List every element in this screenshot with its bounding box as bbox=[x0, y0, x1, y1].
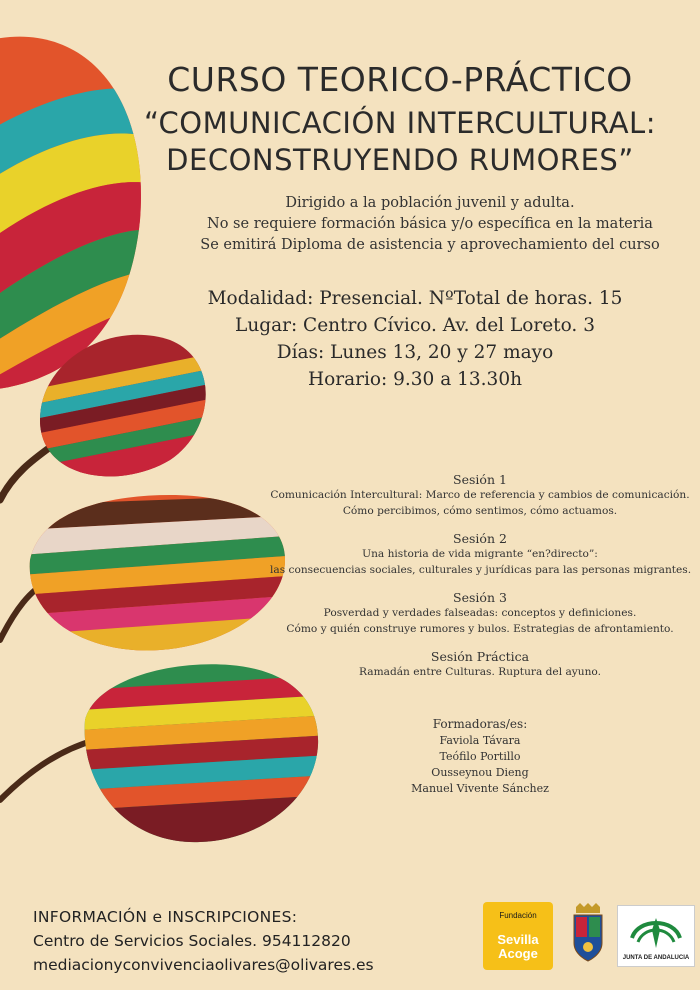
logo-text: Acoge bbox=[498, 946, 538, 961]
detail-horario: Horario: 9.30 a 13.30h bbox=[307, 369, 522, 390]
info-email: mediacionyconvivenciaolivares@olivares.es bbox=[33, 956, 374, 974]
intro-line: Se emitirá Diploma de asistencia y aprovechamiento del curso bbox=[200, 237, 660, 253]
intro-block bbox=[160, 193, 700, 256]
trainer-name: Manuel Vivente Sánchez bbox=[411, 782, 549, 795]
title-line-1: CURSO TEORICO-PRÁCTICO bbox=[167, 60, 633, 99]
session-title: Sesión Práctica bbox=[430, 649, 530, 664]
info-block bbox=[33, 905, 374, 977]
sessions-list bbox=[270, 472, 690, 680]
logo-text: Fundación bbox=[499, 911, 537, 920]
session-title: Sesión 1 bbox=[453, 472, 507, 487]
trainers-list bbox=[380, 717, 580, 797]
leaf-3 bbox=[20, 490, 300, 660]
logo-text: JUNTA DE ANDALUCIA bbox=[622, 955, 690, 961]
fundacion-sevilla-acoge-logo bbox=[483, 902, 553, 970]
session-line: Comunicación Intercultural: Marco de referencia y cambios de comunicación. bbox=[270, 489, 690, 501]
title-line-2: “COMUNICACIÓN INTERCULTURAL: bbox=[144, 106, 656, 140]
logo-text: Sevilla bbox=[497, 932, 539, 947]
session-title: Sesión 3 bbox=[453, 590, 507, 605]
session-line: Cómo y quién construye rumores y bulos. Estrategias de afrontamiento. bbox=[286, 623, 674, 635]
junta-emblem-icon bbox=[618, 908, 694, 952]
trainer-name: Teófilo Portillo bbox=[439, 750, 521, 763]
session-line: Cómo percibimos, cómo sentimos, cómo actuamos. bbox=[342, 505, 618, 517]
session-line: Posverdad y verdades falseadas: conceptos y definiciones. bbox=[323, 607, 637, 619]
trainer-name: Ousseynou Dieng bbox=[431, 766, 529, 779]
info-heading: INFORMACIÓN e INSCRIPCIONES: bbox=[33, 908, 298, 926]
leaf-4 bbox=[80, 655, 330, 855]
session-line: Una historia de vida migrante “en?directo”: bbox=[362, 548, 598, 560]
trainer-name: Faviola Távara bbox=[439, 734, 521, 747]
session-title: Sesión 2 bbox=[453, 531, 507, 546]
coat-of-arms-icon bbox=[570, 903, 606, 963]
session-line: las consecuencias sociales, culturales y jurídicas para las personas migrantes. bbox=[270, 564, 692, 576]
junta-de-andalucia-logo bbox=[617, 905, 695, 967]
detail-lugar: Lugar: Centro Cívico. Av. del Loreto. 3 bbox=[235, 315, 595, 336]
intro-line: Dirigido a la población juvenil y adulta. bbox=[285, 195, 575, 211]
course-details bbox=[190, 285, 640, 393]
title-line-3: DECONSTRUYENDO RUMORES” bbox=[166, 143, 634, 177]
detail-modalidad: Modalidad: Presencial. NºTotal de horas. 15 bbox=[207, 288, 623, 309]
detail-dias: Días: Lunes 13, 20 y 27 mayo bbox=[276, 342, 554, 363]
trainers-heading: Formadoras/es: bbox=[432, 717, 528, 731]
session-line: Ramadán entre Culturas. Ruptura del ayuno. bbox=[359, 666, 601, 678]
intro-line: No se requiere formación básica y/o específica en la materia bbox=[207, 216, 653, 232]
info-phone: Centro de Servicios Sociales. 954112820 bbox=[33, 932, 351, 950]
